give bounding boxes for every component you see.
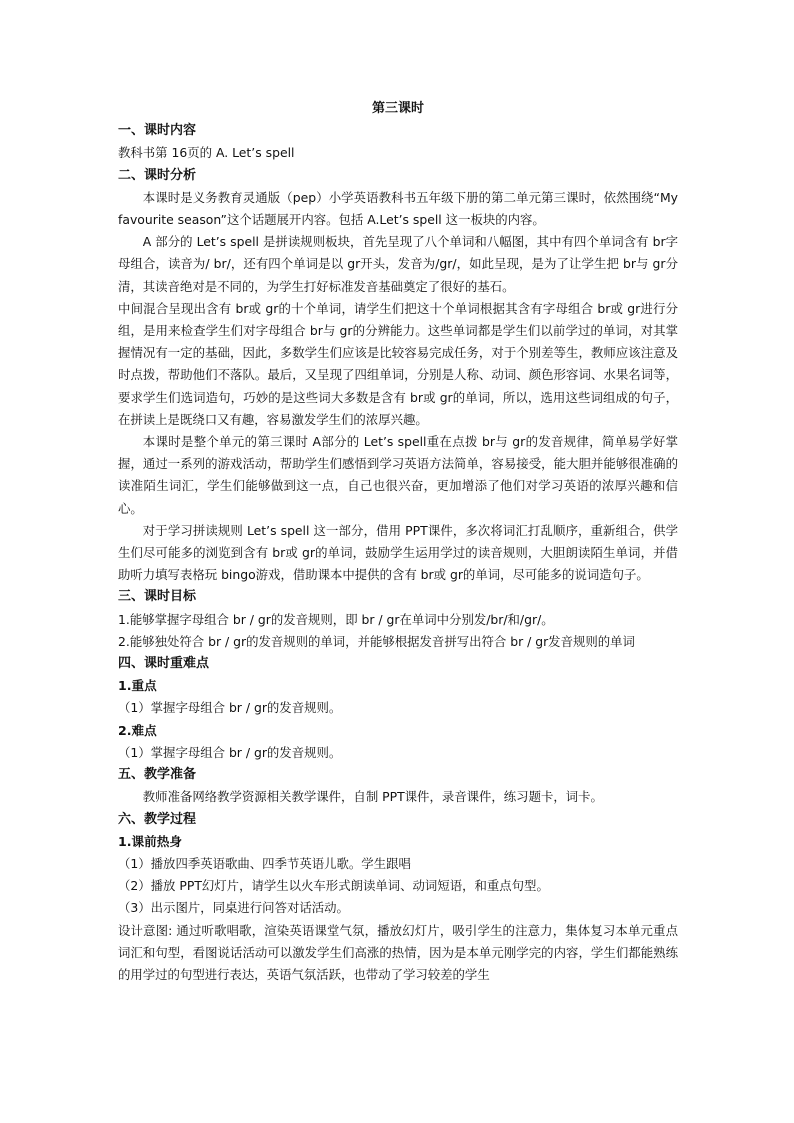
heading-teaching-prep: 五、教学准备 [118,767,197,783]
analysis-paragraph-5: 对于学习拼读规则 Let’s spell 这一部分，借用 PPT课件，多次将词汇打乱顺序，重新组合，供学生们尽可能多的浏览到含有 br或 gr的单词，鼓励学生运用学过的读音规则，大胆朗读陌生单词，并借助听力填写表格玩 bingo游戏，借助课本中提供的含有 br或 gr的单词，尽可能多的说词造句子。 [118,522,678,583]
difficult-point-label: 2.难点 [118,722,157,738]
teaching-prep-text: 教师准备网络教学资源相关教学课件，自制 PPT课件，录音课件，练习题卡，词卡。 [142,789,603,805]
analysis-paragraph-2: A 部分的 Let’s spell 是拼读规则板块，首先呈现了八个单词和八幅图，其中有四个单词含有 br字母组合，读音为/ br/，还有四个单词是以 gr开头，发音为/gr/，如此呈现，是为了让学生把 br与 gr分清，其读音绝对是不同的，为学生打好标准发音基础奠定了很好的基石。 [118,234,678,294]
heading-lesson-goals: 三、课时目标 [118,589,197,605]
page-title: 第三课时 [371,101,424,116]
difficult-point-item: （1）掌握字母组合 br / gr的发音规则。 [118,744,342,760]
design-intent: 设计意图: 通过听歌唱歌，渲染英语课堂气氛，播放幻灯片，吸引学生的注意力，集体复习本单元重点词汇和句型，看图说话活动可以激发学生们高涨的热情，因为是本单元刚学完的内容，学生们都能熟练的用学过的句型进行表达，英语气氛活跃，也带动了学习较差的学生 [118,922,678,982]
warmup-label: 1.课前热身 [118,833,182,849]
analysis-paragraph-1: 本课时是义务教育灵通版（pep）小学英语教科书五年级下册的第二单元第三课时，依然围绕“My favourite season”这个话题展开内容。包括 A.Let’s spell 这一板块的内容。 [118,189,678,228]
analysis-paragraph-3: 中间混合呈现出含有 br或 gr的十个单词，请学生们把这十个单词根据其含有字母组合 br或 gr进行分组，是用来检查学生们对字母组合 br与 gr的分辨能力。这些单词都是学生们以前学过的单词，对其掌握情况有一定的基础，因此，多数学生们应该是比较容易完成任务，对于个别差等生，教师应该注意及时点拨，帮助他们不落队。最后，又呈现了四组单词，分别是人称、动词、颜色形容词、水果名词等，要求学生们选词造句，巧妙的是这些词大多数是含有 br或 gr的单词，所以，选用这些词组成的句子，在拼读上是既绕口又有趣，容易激发学生们的浓厚兴趣。 [118,300,678,427]
heading-teaching-process: 六、教学过程 [118,811,197,827]
warmup-step-2: （2）播放 PPT幻灯片，请学生以火车形式朗读单词、动词短语，和重点句型。 [118,878,549,894]
heading-lesson-analysis: 二、课时分析 [118,167,197,183]
document-page [118,98,678,986]
goal-item-2: 2.能够独处符合 br / gr的发音规则的单词，并能够根据发音拼写出符合 br / gr发音规则的单词 [118,633,635,649]
warmup-step-3: （3）出示图片，同桌进行问答对话活动。 [118,900,349,916]
heading-lesson-content: 一、课时内容 [118,123,197,139]
heading-key-difficult: 四、课时重难点 [118,656,210,672]
warmup-step-1: （1）播放四季英语歌曲、四季节英语儿歌。学生跟唱 [118,855,411,871]
lesson-content-text: 教科书第 16页的 A. Let’s spell [118,145,295,161]
key-point-label: 1.重点 [118,678,157,694]
key-point-item: （1）掌握字母组合 br / gr的发音规则。 [118,700,342,716]
goal-item-1: 1.能够掌握字母组合 br / gr的发音规则，即 br / gr在单词中分别发/br/和/gr/。 [118,611,554,627]
analysis-paragraph-4: 本课时是整个单元的第三课时 A部分的 Let’s spell重在点拨 br与 gr的发音规律，简单易学好掌握，通过一系列的游戏活动，帮助学生们感悟到学习英语方法简单，容易接受，能大胆并能够很准确的读准陌生词汇，学生们能够做到这一点，自己也很兴奋，更加增添了他们对学习英语的浓厚兴趣和信心。 [118,434,678,516]
